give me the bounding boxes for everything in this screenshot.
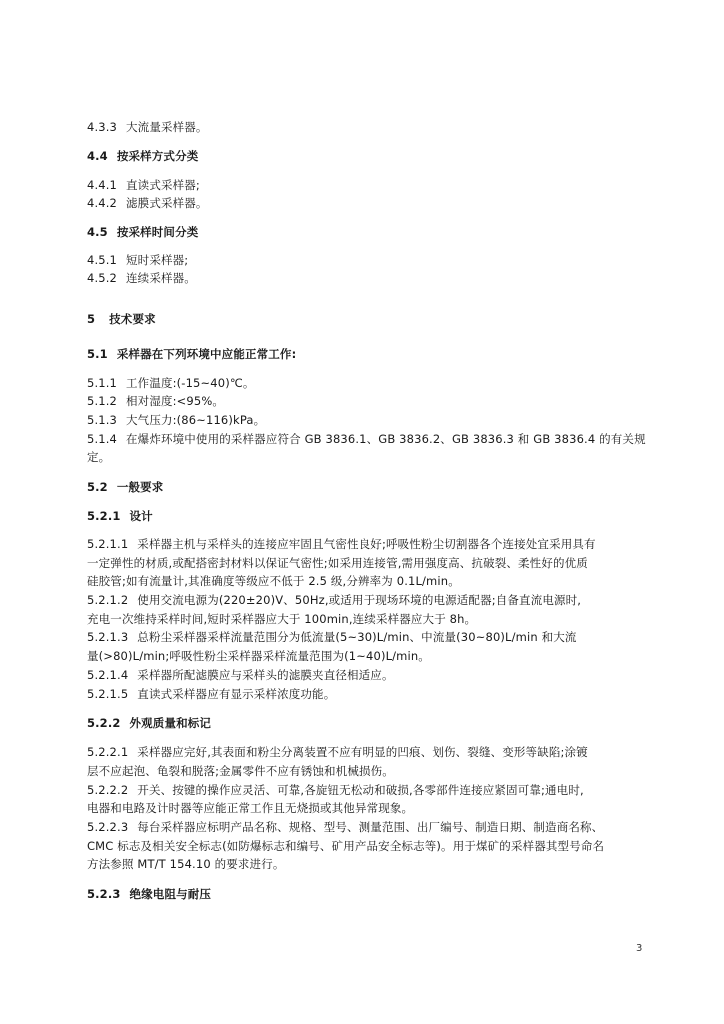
clause-number: 5.2.2.2 xyxy=(87,783,129,797)
clause-5-2-2-2-cont xyxy=(87,801,657,815)
clause-text: 硅胶管;如有流量计,其准确度等级应不低于 2.5 级,分辨率为 0.1L/min。 xyxy=(87,574,460,588)
clause-number: 5.1.4 xyxy=(87,432,118,446)
clause-text: 滤膜式采样器。 xyxy=(126,196,208,210)
clause-number: 4.5 xyxy=(87,225,108,239)
clause-5-1-4 xyxy=(87,432,657,446)
heading-4-5 xyxy=(87,225,657,239)
clause-number: 5.2.1.1 xyxy=(87,537,129,551)
heading-text: 一般要求 xyxy=(116,480,164,494)
clause-5-2-1-5 xyxy=(87,687,657,701)
clause-text: 量(>80)L/min;呼吸性粉尘采样器采样流量范围为(1~40)L/min。 xyxy=(87,649,430,663)
heading-5-1 xyxy=(87,347,657,361)
clause-text: 直读式采样器; xyxy=(126,178,200,192)
clause-number: 5.1.2 xyxy=(87,394,118,408)
clause-5-2-1-3 xyxy=(87,630,657,644)
clause-number: 5.2.3 xyxy=(87,887,121,901)
clause-5-2-1-2-cont xyxy=(87,612,657,626)
clause-text: 方法参照 MT/T 154.10 的要求进行。 xyxy=(87,857,285,871)
clause-5-2-2-3-cont1 xyxy=(87,839,657,853)
clause-number: 5.2.1.2 xyxy=(87,593,129,607)
clause-number: 4.4.2 xyxy=(87,196,118,210)
clause-5-1-2 xyxy=(87,394,657,408)
clause-text: 在爆炸环境中使用的采样器应符合 GB 3836.1、GB 3836.2、GB 3836.3 和 GB 3836.4 的有关规 xyxy=(126,432,646,446)
clause-number: 5.2.1.5 xyxy=(87,687,129,701)
clause-5-2-1-4 xyxy=(87,668,657,682)
clause-5-2-1-1-cont2 xyxy=(87,574,657,588)
clause-text: 每台采样器应标明产品名称、规格、型号、测量范围、出厂编号、制造日期、制造商名称、 xyxy=(137,820,604,834)
clause-number: 5.2.1 xyxy=(87,509,121,523)
clause-5-1-4-cont xyxy=(87,450,657,464)
clause-number: 5.2.1.4 xyxy=(87,668,129,682)
heading-text: 设计 xyxy=(129,509,153,523)
clause-text: 开关、按键的操作应灵活、可靠,各旋钮无松动和破损,各零部件连接应紧固可靠;通电时, xyxy=(137,783,584,797)
heading-text: 外观质量和标记 xyxy=(129,716,212,730)
clause-text: 采样器所配滤膜应与采样头的滤膜夹直径相适应。 xyxy=(137,668,394,682)
heading-5-2 xyxy=(87,480,657,494)
heading-text: 按采样时间分类 xyxy=(116,225,199,239)
clause-5-2-2-3 xyxy=(87,820,657,834)
heading-text: 采样器在下列环境中应能正常工作: xyxy=(116,347,297,361)
clause-number: 5.1.1 xyxy=(87,376,118,390)
clause-5-1-3 xyxy=(87,413,657,427)
heading-5-2-1 xyxy=(87,509,657,523)
clause-text: 大气压力:(86~116)kPa。 xyxy=(126,413,266,427)
clause-4-4-2 xyxy=(87,196,657,210)
clause-number: 4.4 xyxy=(87,149,108,163)
clause-4-5-2 xyxy=(87,271,657,285)
clause-text: 定。 xyxy=(87,450,111,464)
clause-4-3-3 xyxy=(87,120,657,134)
clause-text: 总粉尘采样器采样流量范围分为低流量(5~30)L/min、中流量(30~80)L/min 和大流 xyxy=(137,630,577,644)
clause-number: 4.4.1 xyxy=(87,178,118,192)
clause-number: 5 xyxy=(87,312,96,326)
clause-number: 5.2 xyxy=(87,480,108,494)
clause-number: 5.2.2.1 xyxy=(87,745,129,759)
clause-number: 4.5.1 xyxy=(87,253,118,267)
heading-text: 绝缘电阻与耐压 xyxy=(129,887,212,901)
clause-number: 4.3.3 xyxy=(87,120,118,134)
clause-text: 充电一次维持采样时间,短时采样器应大于 100min,连续采样器应大于 8h。 xyxy=(87,612,477,626)
heading-5-2-3 xyxy=(87,887,657,901)
heading-text: 按采样方式分类 xyxy=(116,149,199,163)
clause-text: CMC 标志及相关安全标志(如防爆标志和编号、矿用产品安全标志等)。用于煤矿的采样器其型号命名 xyxy=(87,839,605,853)
clause-number: 5.2.1.3 xyxy=(87,630,129,644)
clause-text: 相对湿度:<95%。 xyxy=(126,394,225,408)
clause-number: 5.1.3 xyxy=(87,413,118,427)
clause-number: 5.1 xyxy=(87,347,108,361)
heading-4-4 xyxy=(87,149,657,163)
clause-text: 一定弹性的材质,或配搭密封材料以保证气密性;如采用连接管,需用强度高、抗破裂、柔性好的优质 xyxy=(87,556,588,570)
clause-5-2-2-1-cont xyxy=(87,764,657,778)
heading-5-2-2 xyxy=(87,716,657,730)
clause-5-2-2-1 xyxy=(87,745,657,759)
clause-text: 采样器应完好,其表面和粉尘分离装置不应有明显的凹痕、划伤、裂缝、变形等缺陷;涂镀 xyxy=(137,745,588,759)
clause-number: 5.2.2.3 xyxy=(87,820,129,834)
clause-number: 5.2.2 xyxy=(87,716,121,730)
clause-4-4-1 xyxy=(87,178,657,192)
clause-4-5-1 xyxy=(87,253,657,267)
clause-text: 大流量采样器。 xyxy=(126,120,208,134)
heading-5 xyxy=(87,312,657,326)
clause-text: 层不应起泡、龟裂和脱落;金属零件不应有锈蚀和机械损伤。 xyxy=(87,764,394,778)
page-number: 3 xyxy=(636,943,643,954)
clause-text: 工作温度:(-15~40)℃。 xyxy=(126,376,255,390)
clause-5-2-2-3-cont2 xyxy=(87,857,657,871)
clause-5-2-1-2 xyxy=(87,593,657,607)
clause-5-2-1-1-cont1 xyxy=(87,556,657,570)
clause-5-2-1-1 xyxy=(87,537,657,551)
heading-text: 技术要求 xyxy=(109,312,156,326)
clause-text: 使用交流电源为(220±20)V、50Hz,或适用于现场环境的电源适配器;自备直流电源时, xyxy=(137,593,582,607)
clause-text: 直读式采样器应有显示采样浓度功能。 xyxy=(137,687,336,701)
clause-text: 电器和电路及计时器等应能正常工作且无烧损或其他异常现象。 xyxy=(87,801,414,815)
clause-5-2-1-3-cont xyxy=(87,649,657,663)
clause-5-1-1 xyxy=(87,376,657,390)
clause-text: 短时采样器; xyxy=(126,253,189,267)
clause-number: 4.5.2 xyxy=(87,271,118,285)
clause-5-2-2-2 xyxy=(87,783,657,797)
clause-text: 采样器主机与采样头的连接应牢固且气密性良好;呼吸性粉尘切割器各个连接处宜采用具有 xyxy=(137,537,596,551)
clause-text: 连续采样器。 xyxy=(126,271,196,285)
